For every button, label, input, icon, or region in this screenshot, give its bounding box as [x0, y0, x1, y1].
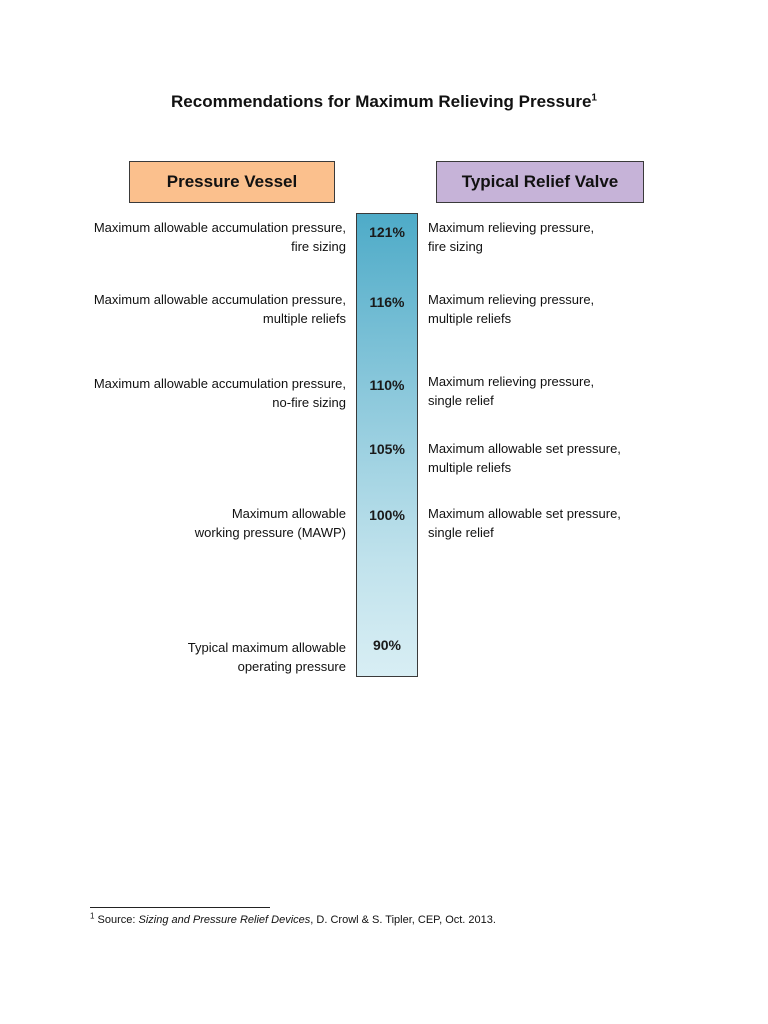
relief-valve-header: Typical Relief Valve: [436, 161, 644, 203]
level-percent-105: 105%: [369, 441, 405, 457]
footnote-work-title: Sizing and Pressure Relief Devices: [138, 914, 311, 926]
valve-label-105: Maximum allowable set pressure, multiple reliefs: [428, 441, 621, 475]
level-percent-121: 121%: [369, 224, 405, 240]
valve-label-121: Maximum relieving pressure, fire sizing: [428, 220, 595, 254]
page-title: Recommendations for Maximum Relieving Pressure$^1$: [171, 92, 597, 111]
valve-label-100: Maximum allowable set pressure, single relief: [428, 506, 621, 540]
vessel-label-116: Maximum allowable accumulation pressure, multiple reliefs: [93, 292, 346, 326]
valve-label-110: Maximum relieving pressure, single relief: [428, 374, 595, 408]
level-percent-100: 100%: [369, 507, 405, 523]
footnote: $^1$ Source: Sizing and Pressure Relief Devices, D. Crowl & S. Tipler, CEP, Oct. 2013.: [90, 911, 496, 926]
footnote-separator: [90, 907, 270, 908]
title-footnote-mark: 1: [591, 92, 597, 104]
vessel-label-90: Typical maximum allowable operating pressure: [187, 640, 346, 674]
vessel-label-110: Maximum allowable accumulation pressure, no-fire sizing: [93, 376, 346, 410]
level-percent-90: 90%: [372, 637, 402, 653]
footnote-mark: 1: [90, 911, 95, 921]
vessel-label-100: Maximum allowable working pressure (MAWP): [194, 506, 346, 540]
level-percent-116: 116%: [369, 294, 405, 310]
valve-label-116: Maximum relieving pressure, multiple reliefs: [428, 292, 595, 326]
level-percent-110: 110%: [369, 377, 405, 393]
pressure-vessel-header: Pressure Vessel: [129, 161, 335, 203]
vessel-label-121: Maximum allowable accumulation pressure, fire sizing: [93, 220, 346, 254]
